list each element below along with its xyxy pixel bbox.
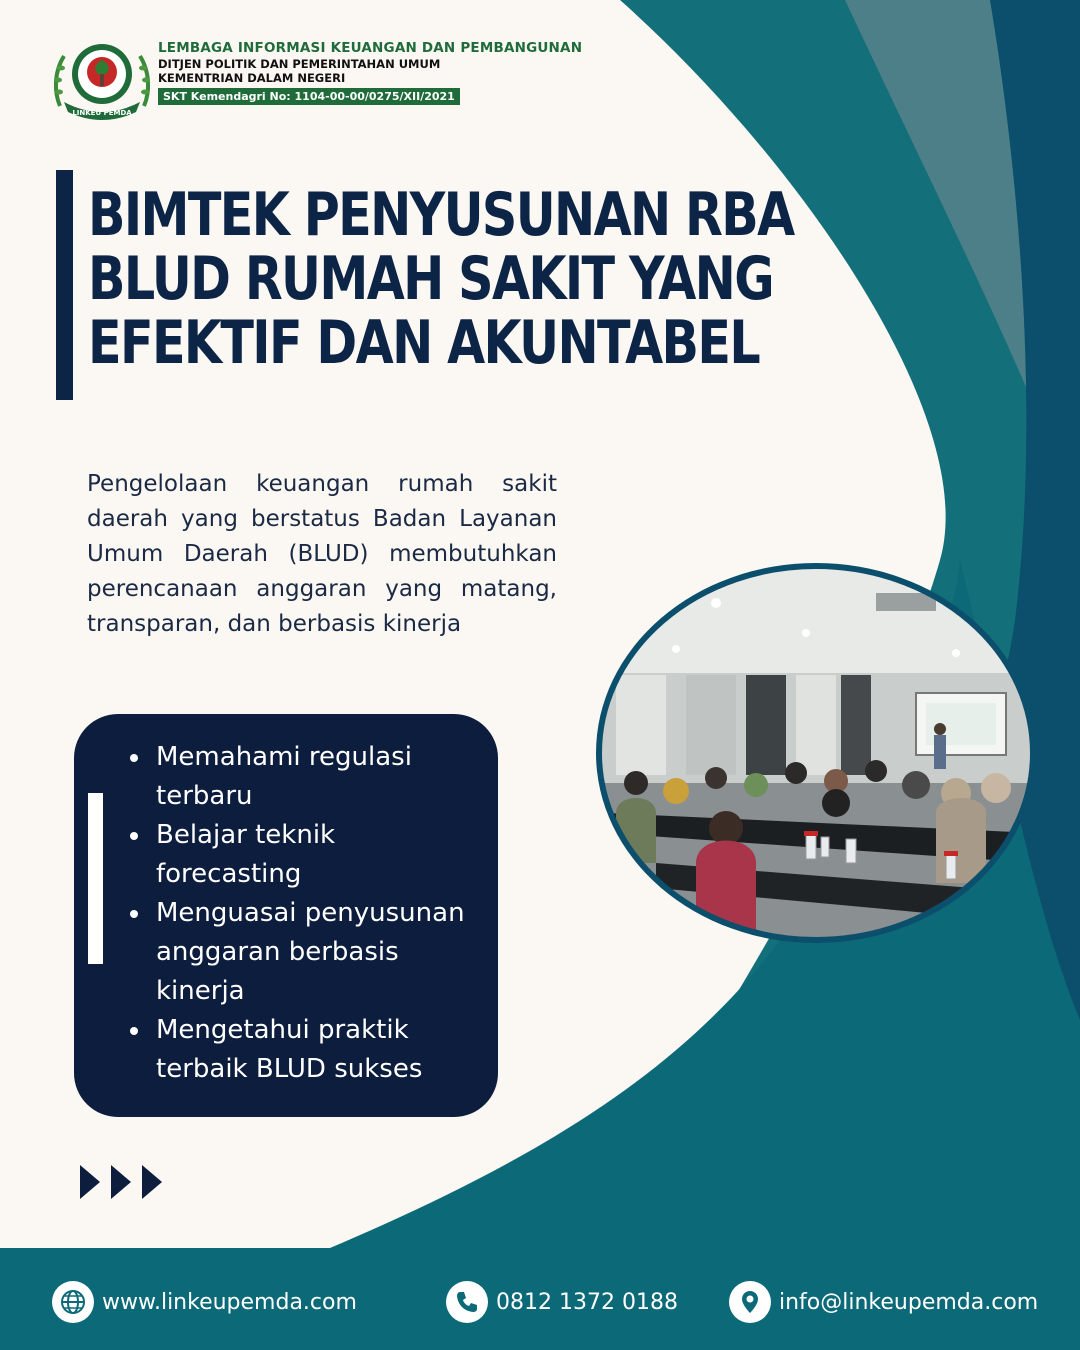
bullet-icon <box>130 1027 138 1035</box>
org-ministry: KEMENTRIAN DALAM NEGERI <box>158 71 346 85</box>
bullet-icon <box>130 910 138 918</box>
benefit-text: Menguasai penyusunan anggaran berbasis kinerja <box>156 898 465 1006</box>
triple-arrow-icon <box>80 1163 164 1201</box>
bullet-icon <box>130 832 138 840</box>
svg-text:LINKEU PEMDA: LINKEU PEMDA <box>72 109 132 117</box>
intro-paragraph: Pengelolaan keuangan rumah sakit daerah yang berstatus Badan Layanan Umum Daerah (BLUD) membutuhkan perencanaan anggaran yang matang, transparan, dan berbasis kinerja <box>87 471 557 637</box>
contact-phone[interactable] <box>446 1280 678 1324</box>
phone-icon <box>446 1281 488 1323</box>
card-accent-bar <box>88 793 103 964</box>
page-title <box>88 180 794 378</box>
benefit-list <box>156 738 486 1089</box>
seminar-photo <box>596 563 1036 943</box>
phone-number[interactable]: 0812 1372 0188 <box>496 1289 678 1315</box>
bullet-icon <box>130 754 138 762</box>
sk-registration-badge: SKT Kemendagri No: 1104-00-00/0275/XII/2021 <box>158 88 460 105</box>
title-accent-bar <box>56 170 73 400</box>
benefits-card <box>74 714 498 1117</box>
linkeu-pemda-emblem <box>50 36 154 120</box>
benefit-item <box>156 738 486 816</box>
title-line-2: BLUD RUMAH SAKIT YANG <box>88 244 773 314</box>
organization-info <box>158 40 582 105</box>
website-link[interactable]: www.linkeupemda.com <box>102 1289 357 1315</box>
contact-email[interactable] <box>729 1280 1038 1324</box>
benefit-item <box>156 894 486 1011</box>
org-directorate: DITJEN POLITIK DAN PEMERINTAHAN UMUM <box>158 57 441 71</box>
globe-icon <box>52 1281 94 1323</box>
benefit-text: Mengetahui praktik terbaik BLUD sukses <box>156 1015 423 1084</box>
title-line-3: EFEKTIF DAN AKUNTABEL <box>88 308 760 378</box>
benefit-item <box>156 1011 486 1089</box>
benefit-text: Memahami regulasi terbaru <box>156 742 412 811</box>
contact-website[interactable] <box>52 1280 357 1324</box>
org-name: LEMBAGA INFORMASI KEUANGAN DAN PEMBANGUNAN <box>158 40 583 56</box>
benefit-text: Belajar teknik forecasting <box>156 820 336 889</box>
title-line-1: BIMTEK PENYUSUNAN RBA <box>88 180 794 250</box>
benefit-item <box>156 816 486 894</box>
location-pin-icon <box>729 1281 771 1323</box>
email-link[interactable]: info@linkeupemda.com <box>779 1289 1039 1315</box>
